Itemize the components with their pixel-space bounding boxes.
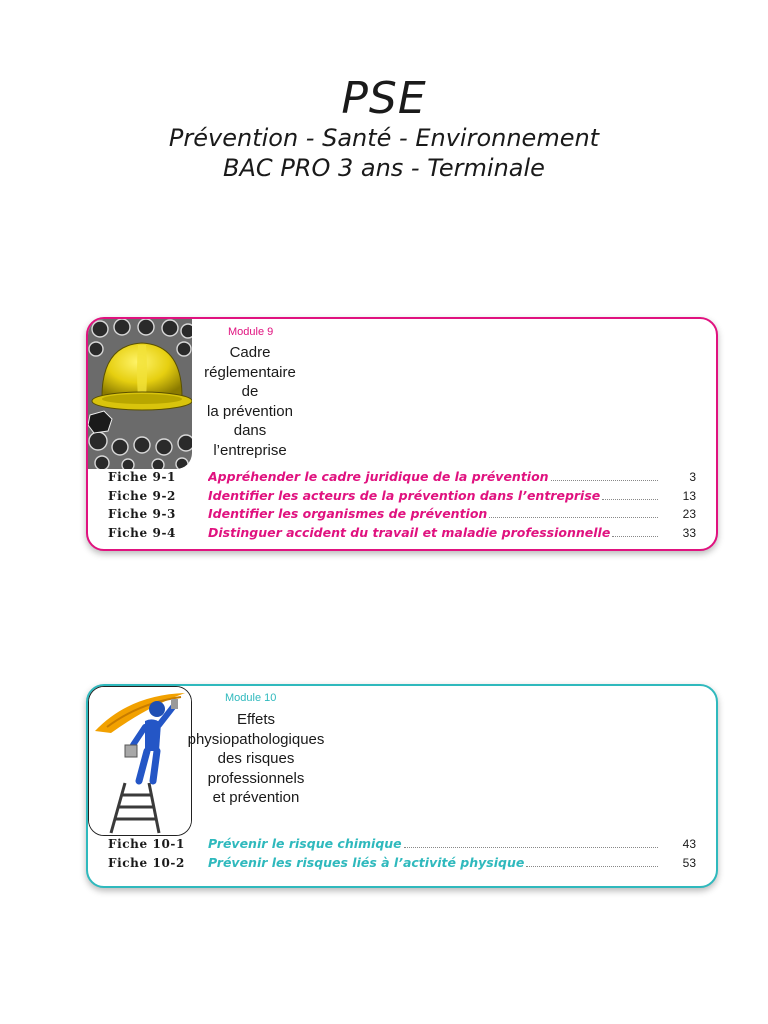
module-title: Cadre réglementaire de la prévention dans l’entreprise <box>204 344 296 459</box>
dot-leader <box>526 865 658 867</box>
toc-entry[interactable] <box>108 835 698 853</box>
dot-leader <box>404 846 658 848</box>
module-label: Module 10 <box>225 692 277 704</box>
page-number: 43 <box>682 837 696 851</box>
fiche-label: Fiche 10-2 <box>108 856 185 870</box>
dot-leader <box>551 479 658 481</box>
page-number: 13 <box>682 489 696 503</box>
fiche-title[interactable]: Identifier les organismes de prévention <box>208 506 488 521</box>
fiche-label: Fiche 10-1 <box>108 837 185 851</box>
fiche-title[interactable]: Appréhender le cadre juridique de la prévention <box>208 469 549 484</box>
fiche-label: Fiche 9-1 <box>108 470 177 484</box>
page-title: PSE <box>341 73 427 124</box>
toc-entry[interactable] <box>108 854 698 872</box>
module-10-card <box>86 684 718 888</box>
module-9-card <box>86 317 718 551</box>
fiche-title[interactable]: Identifier les acteurs de la prévention dans l’entreprise <box>208 488 601 503</box>
toc-entry[interactable] <box>108 505 698 523</box>
dot-leader <box>489 516 658 518</box>
fiche-label: Fiche 9-3 <box>108 507 177 521</box>
module-label: Module 9 <box>228 326 274 338</box>
dot-leader <box>602 498 658 500</box>
page-number: 3 <box>689 470 696 484</box>
page-subtitle: Prévention - Santé - Environnement <box>168 124 600 152</box>
page-level: BAC PRO 3 ans - Terminale <box>223 154 545 182</box>
fiche-label: Fiche 9-4 <box>108 526 177 540</box>
fiche-title[interactable]: Distinguer accident du travail et maladie professionnelle <box>208 525 611 540</box>
page-number: 33 <box>682 526 696 540</box>
dot-leader <box>612 535 658 537</box>
toc-entry[interactable] <box>108 468 698 486</box>
module-title: Effets physiopathologiques des risques professionnels et prévention <box>187 711 325 807</box>
toc-entry[interactable] <box>108 487 698 505</box>
fiche-label: Fiche 9-2 <box>108 489 177 503</box>
fiche-title[interactable]: Prévenir les risques liés à l’activité physique <box>208 855 525 870</box>
page-number: 53 <box>682 856 696 870</box>
toc-entry[interactable] <box>108 524 698 542</box>
fiche-title[interactable]: Prévenir le risque chimique <box>208 836 402 851</box>
document-header <box>0 75 768 183</box>
page-number: 23 <box>682 507 696 521</box>
hard-hat-safety-pictograms-icon <box>88 319 192 469</box>
